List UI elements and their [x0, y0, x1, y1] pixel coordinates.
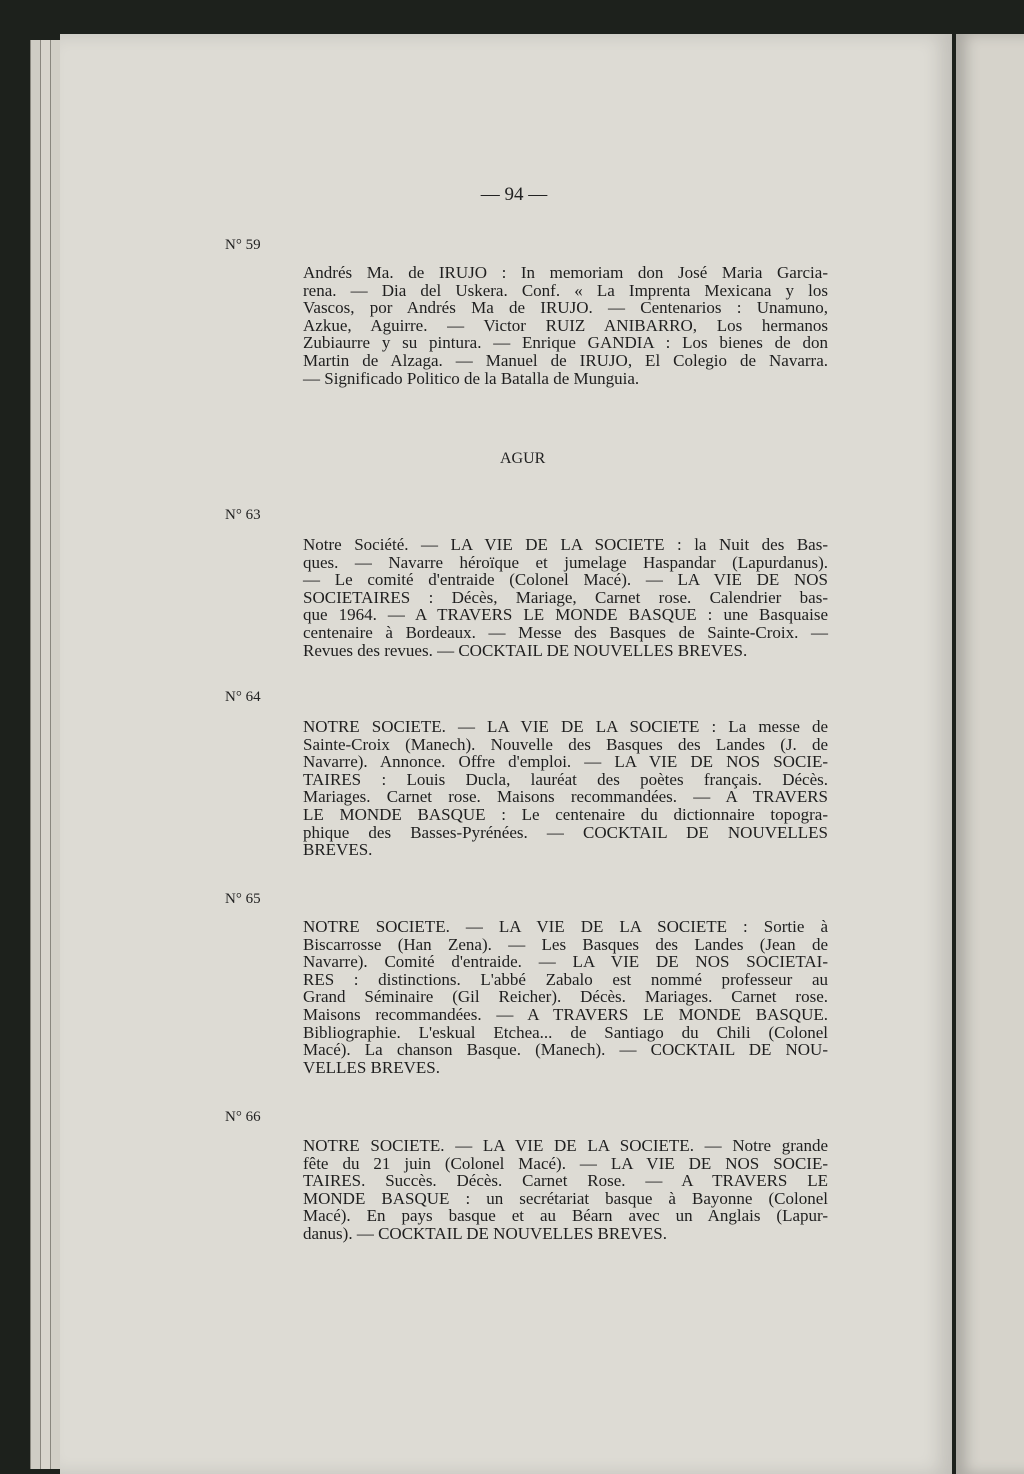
- facing-page: [956, 34, 1024, 1474]
- text-line: Maisons recommandées. — A TRAVERS LE MONDE BASQUE.: [303, 1004, 828, 1024]
- text-line: Navarre). Annonce. Offre d'emploi. — LA VIE DE NOS SOCIE-: [303, 752, 828, 772]
- document-page: [60, 34, 952, 1474]
- text-line: Macé). La chanson Basque. (Manech). — COCKTAIL DE NOU-: [303, 1040, 828, 1060]
- text-line: ques. — Navarre héroïque et jumelage Haspandar (Lapurdanus).: [303, 552, 828, 572]
- text-line: VELLES BREVES.: [303, 1057, 440, 1077]
- text-line: BREVES.: [303, 840, 373, 860]
- text-line: NOTRE SOCIETE. — LA VIE DE LA SOCIETE : La messe de: [303, 717, 828, 736]
- text-line: — Le comité d'entraide (Colonel Macé). — LA VIE DE NOS: [303, 570, 828, 590]
- text-line: MONDE BASQUE : un secrétariat basque à Bayonne (Colonel: [303, 1188, 828, 1208]
- text-line: Biscarrosse (Han Zena). — Les Basques des Landes (Jean de: [303, 934, 828, 954]
- text-line: Sainte-Croix (Manech). Nouvelle des Basques des Landes (J. de: [303, 734, 828, 754]
- text-line: Zubiaurre y su pintura. — Enrique GANDIA : Los bienes de don: [303, 333, 828, 353]
- text-line: NOTRE SOCIETE. — LA VIE DE LA SOCIETE. — Notre grande: [303, 1136, 828, 1155]
- issue-contents: [303, 918, 828, 1076]
- section-heading: AGUR: [500, 450, 546, 467]
- text-line: Revues des revues. — COCKTAIL DE NOUVELLES BREVES.: [303, 640, 748, 660]
- text-line: RES : distinctions. L'abbé Zabalo est nommé professeur au: [303, 969, 828, 989]
- text-line: Grand Séminaire (Gil Reicher). Décès. Mariages. Carnet rose.: [303, 987, 828, 1007]
- issue-number: N° 64: [225, 689, 261, 705]
- issue-contents: [303, 1137, 828, 1243]
- text-line: Macé). En pays basque et au Béarn avec un Anglais (Lapur-: [303, 1206, 828, 1226]
- text-line: — Significado Politico de la Batalla de Munguia.: [303, 368, 640, 388]
- text-line: Vascos, por Andrés Ma de IRUJO. — Centenarios : Unamuno,: [303, 298, 828, 318]
- text-line: Azkue, Aguirre. — Victor RUIZ ANIBARRO, Los hermanos: [303, 315, 828, 335]
- issue-number: N° 63: [225, 507, 261, 523]
- issue-contents: [303, 536, 828, 659]
- text-line: Martin de Alzaga. — Manuel de IRUJO, El Colegio de Navarra.: [303, 350, 828, 370]
- issue-number: N° 65: [225, 891, 261, 907]
- text-line: Navarre). Comité d'entraide. — LA VIE DE NOS SOCIETAI-: [303, 952, 828, 972]
- page-number: — 94 —: [480, 184, 548, 205]
- text-line: TAIRES. Succès. Décès. Carnet Rose. — A TRAVERS LE: [303, 1171, 828, 1191]
- text-line: TAIRES : Louis Ducla, lauréat des poètes français. Décès.: [303, 769, 828, 789]
- text-line: NOTRE SOCIETE. — LA VIE DE LA SOCIETE : Sortie à: [303, 917, 828, 936]
- text-line: fête du 21 juin (Colonel Macé). — LA VIE DE NOS SOCIE-: [303, 1153, 828, 1173]
- text-line: Andrés Ma. de IRUJO : In memoriam don José Maria Garcia-: [303, 263, 828, 282]
- text-line: centenaire à Bordeaux. — Messe des Basques de Sainte-Croix. —: [303, 622, 828, 642]
- text-line: Bibliographie. L'eskual Etchea... de Santiago du Chili (Colonel: [303, 1022, 828, 1042]
- issue-number: N° 66: [225, 1109, 261, 1125]
- text-line: phique des Basses-Pyrénées. — COCKTAIL DE NOUVELLES: [303, 822, 828, 842]
- issue-number: N° 59: [225, 237, 261, 253]
- text-line: Notre Société. — LA VIE DE LA SOCIETE : la Nuit des Bas-: [303, 535, 828, 554]
- text-line: danus). — COCKTAIL DE NOUVELLES BREVES.: [303, 1223, 667, 1243]
- issue-contents: [303, 264, 828, 387]
- issue-contents: [303, 718, 828, 859]
- text-line: LE MONDE BASQUE : Le centenaire du dictionnaire topogra-: [303, 804, 828, 824]
- text-line: rena. — Dia del Uskera. Conf. « La Imprenta Mexicana y los: [303, 280, 828, 300]
- text-line: que 1964. — A TRAVERS LE MONDE BASQUE : une Basquaise: [303, 605, 828, 625]
- text-line: SOCIETAIRES : Décès, Mariage, Carnet rose. Calendrier bas-: [303, 587, 828, 607]
- text-line: Mariages. Carnet rose. Maisons recommandées. — A TRAVERS: [303, 787, 828, 807]
